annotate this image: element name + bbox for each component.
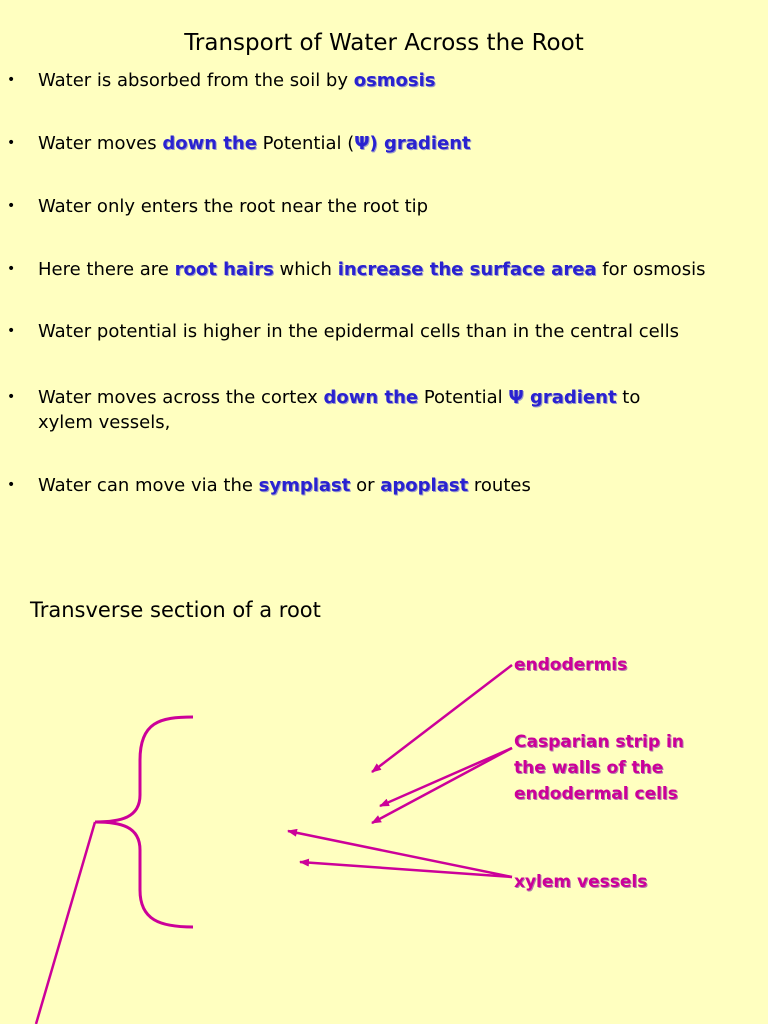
highlighted-term: root hairs [174, 259, 274, 280]
casparian-strip-label-line1: Casparian strip in [514, 732, 684, 752]
bullet-text [38, 68, 763, 93]
casparian-strip-label-line3: endodermal cells [514, 784, 678, 804]
page-title: Transport of Water Across the Root [184, 30, 584, 56]
casparian-arrow-2 [372, 748, 512, 823]
bullet-text-segment: Water moves [38, 133, 163, 154]
bullet-text-segment: Potential ( [256, 133, 355, 154]
highlighted-term: down the [162, 133, 257, 154]
highlighted-term: symplast [258, 475, 351, 496]
xylem-arrow-2 [300, 862, 512, 877]
highlighted-term: down the [323, 387, 419, 408]
bullet-text-segment: for osmosis [596, 259, 706, 280]
bullet-dot-icon: • [7, 477, 16, 493]
bullet-dot-icon: • [7, 135, 16, 151]
bullet-text [38, 319, 763, 344]
bullet-text-segment: which [273, 259, 338, 280]
bullet-dot-icon: • [7, 261, 16, 277]
bullet-dot-icon: • [7, 198, 16, 214]
curly-brace [95, 717, 193, 927]
highlighted-term: increase the surface area [337, 259, 597, 280]
bullet-text-segment: routes [468, 475, 531, 496]
highlighted-term: apoplast [380, 475, 469, 496]
endodermis-arrow [372, 665, 512, 772]
endodermis-label: endodermis [514, 655, 628, 675]
xylem-vessels-label: xylem vessels [514, 872, 648, 892]
bullet-text-segment: Water is absorbed from the soil by [38, 70, 354, 91]
bullet-text-segment: Water can move via the [38, 475, 259, 496]
bullet-dot-icon: • [7, 72, 16, 88]
highlighted-term: osmosis [353, 70, 436, 91]
bullet-text [38, 473, 763, 498]
highlighted-term: Ψ gradient [508, 387, 617, 408]
bullet-dot-icon: • [7, 389, 16, 405]
xylem-arrow-1 [288, 831, 512, 877]
bullet-text-segment: to [616, 387, 641, 408]
casparian-arrow-1 [380, 748, 512, 806]
bullet-text-continuation: xylem vessels, [38, 412, 171, 433]
bullet-text-segment: Water potential is higher in the epidermal cells than in the central cells [38, 321, 680, 342]
bullet-text [38, 131, 763, 156]
bullet-text-segment: Potential [418, 387, 509, 408]
bullet-text [38, 385, 763, 410]
bullet-text-segment: Water moves across the cortex [38, 387, 324, 408]
bullet-text [38, 257, 763, 282]
highlighted-term: Ψ) gradient [354, 133, 471, 154]
bullet-text-segment: or [350, 475, 381, 496]
bullet-text-segment: Water only enters the root near the root tip [38, 196, 429, 217]
brace-pointer-line [36, 822, 95, 1024]
section-title: Transverse section of a root [30, 598, 321, 622]
casparian-strip-label-line2: the walls of the [514, 758, 664, 778]
bullet-text-segment: Here there are [38, 259, 175, 280]
bullet-text [38, 194, 763, 219]
bullet-dot-icon: • [7, 323, 16, 339]
